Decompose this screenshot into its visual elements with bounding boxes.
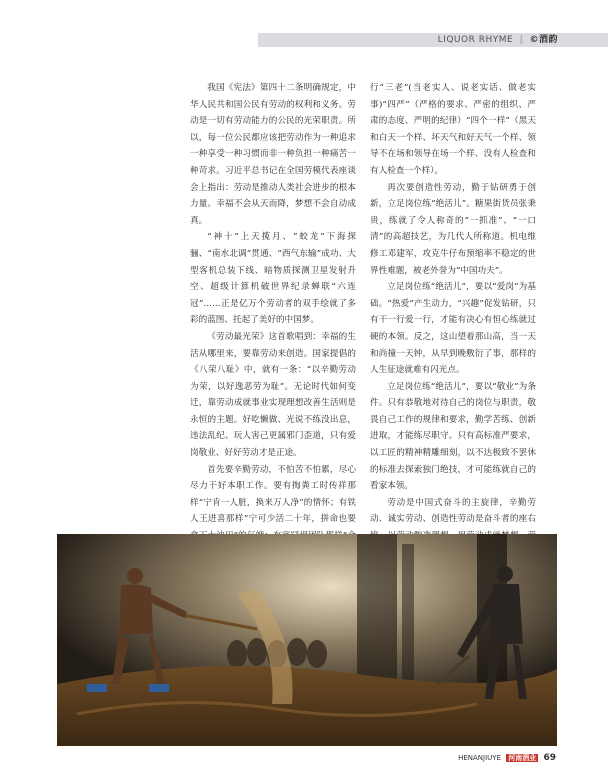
- page-number: 69: [543, 753, 556, 763]
- article-paragraph: 再次要创造性劳动，勤于钻研勇于创新，立足岗位练“绝活儿”。糖果街货员张秉贵，练就了令人称奇的“一抓准”、“一口清”的高超技艺，为几代人所称道。机电维修工邓建军，攻克牛仔布预缩率不稳定的世界性难题，被老外誉为“中国功夫”。: [370, 182, 536, 276]
- article-column-left: [190, 80, 356, 594]
- article-paragraph: 立足岗位练“绝活儿”，要以“敬业”为条件。只有恭敬地对待自己的岗位与职责，敬畏自己工作的规律和要求，勤学苦练、创新进取，才能练尽职守。只有高标准严要求，以工匠的精神精雕细刻，以不达极致不罢休的标准去探索独门绝技，才可能练就自己的看家本领。: [370, 381, 536, 492]
- article-paragraph: 《劳动最光荣》这首歌唱到：幸福的生活从哪里来，要靠劳动来创造。国家提倡的《八荣八耻》中，就有一条：“以辛勤劳动为荣，以好逸恶劳为耻”。无论时代如何变迁，靠劳动成就事业实现理想改善生活则是永恒的主题。好吃懒做、光说不练没出息，违法乱纪、玩人害己更属邪门歪道，只有爱岗敬业、好好劳动才是正途。: [190, 331, 356, 459]
- header-title-group: [438, 33, 558, 47]
- page-footer: [458, 752, 556, 764]
- footer-brand: 河南酒业: [508, 754, 537, 762]
- article-paragraph: 我国《宪法》第四十二条明确规定，中华人民共和国公民有劳动的权利和义务。劳动是一切有劳动能力的公民的光荣职责。所以，每一位公民都应该把劳动作为一种追求一种享受一种习惯而非一种负担一种痛苦一种苛求。习近平总书记在全国劳模代表座谈会上指出：劳动是推动人类社会进步的根本力量。幸福不会从天而降，梦想不会自动成真。: [190, 83, 356, 226]
- workers-photo: [57, 534, 557, 746]
- section-title: LIQUOR RHYME: [437, 35, 514, 45]
- workers-photo-illustration: [57, 534, 557, 746]
- article-paragraph: 行“三老”(当老实人、说老实话、做老实事)“四严”（严格的要求、严密的组织、严肃的态度、严明的纪律）“四个一样”（黑天和白天一个样、坏天气和好天气一个样、领导不在场和领导在场一个样、没有人检查和有人检查一个样）。: [370, 83, 536, 176]
- article-column-right: [370, 80, 536, 578]
- article-paragraph: 劳动是中国式奋斗的主旋律，辛勤劳动、诚实劳动、创造性劳动是奋斗者的座右: [370, 497, 536, 525]
- section-brand: ©酒韵: [529, 35, 558, 45]
- footer-magazine: HENANJIUYE: [458, 754, 501, 762]
- article-paragraph: 首先要辛勤劳动，不怕苦不怕累，尽心尽力干好本职工作。要有掏粪工时传祥那样“宁肯一人脏，换来万人净”的情怀；有铁人王进喜那样“宁可少活二十年，拼命也要: [190, 464, 356, 525]
- header-separator: |: [519, 35, 524, 45]
- article-paragraph: 立足岗位练“绝活儿”，要以“爱岗”为基础。“热爱”产生动力，“兴趣”促发钻研，只有干一行爱一行，才能有决心有恒心练就过硬的本领。反之，这山望着那山高，当一天和尚撞一天钟，从早到晚敷衍了事，那样的人生征途就难有闪光点。: [370, 282, 536, 376]
- article-paragraph: “神十”上天揽月、“蛟龙”下海探骊、“南水北调”贯通、“西气东输”成功、大型客机总装下线、暗物质探测卫星发射升空、超级计算机破世界纪录蝉联“六连冠”……正是亿万个劳动者的双手绘就了多彩的蓝图、托起了美好的中国梦。: [190, 232, 356, 326]
- page-header: [0, 0, 608, 50]
